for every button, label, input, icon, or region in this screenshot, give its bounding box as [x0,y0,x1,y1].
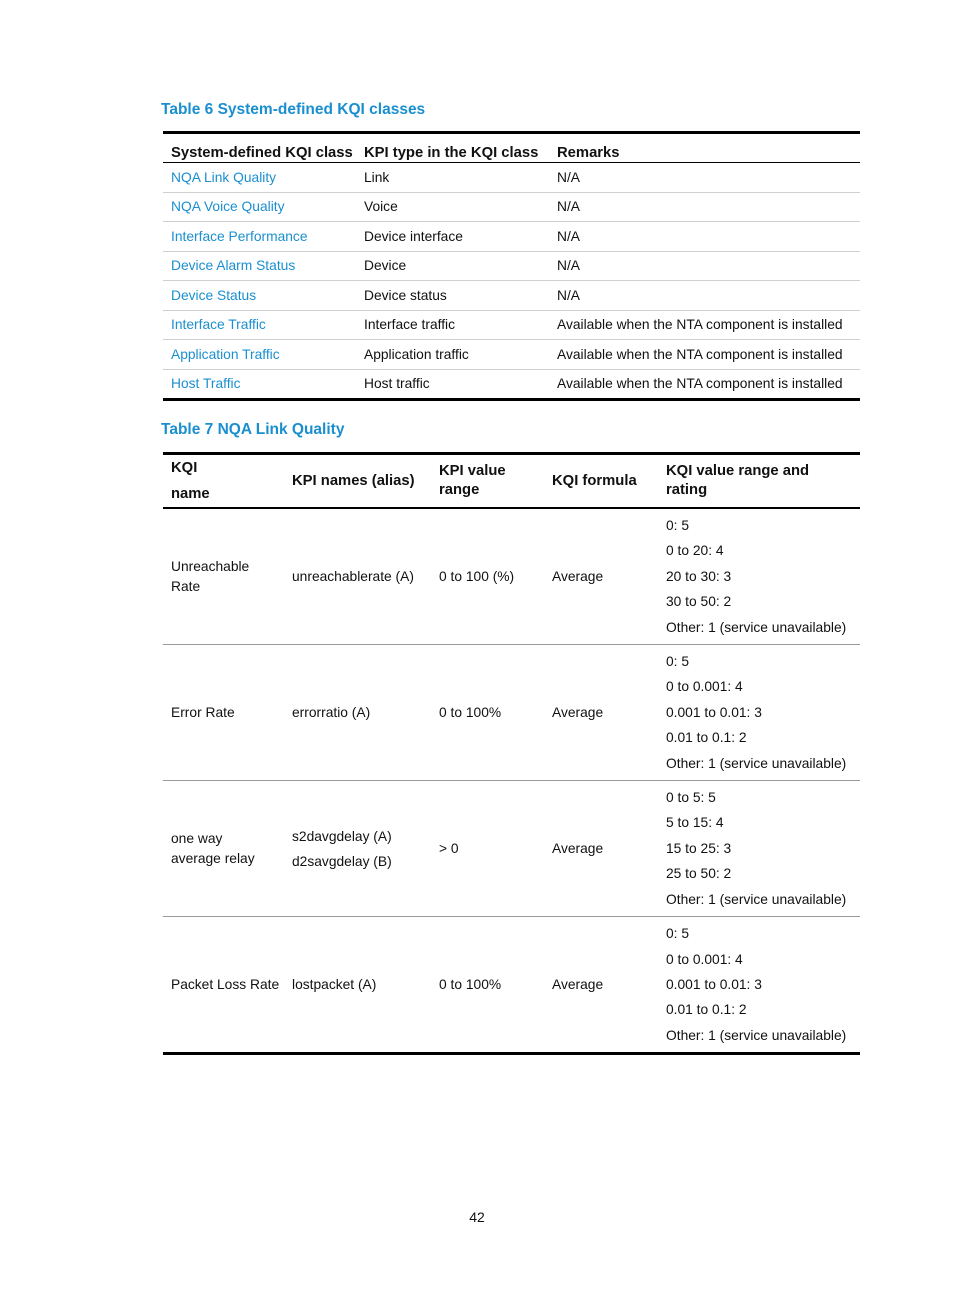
kqi-name-line: average relay [171,850,255,866]
header-line: KQI value range and [666,463,810,479]
kpi-alias: unreachablerate (A) [292,569,414,585]
nqa-link-quality-table [163,452,860,1055]
table-6-caption: Table 6 System-defined KQI classes [161,101,426,118]
table-row [163,369,860,400]
remarks-cell: Available when the NTA component is installed [549,369,860,400]
kqi-class-link[interactable]: NQA Voice Quality [163,192,356,222]
kpi-type-cell: Device status [356,281,549,311]
kqi-formula-cell: Average [544,781,658,917]
table-7-caption: Table 7 NQA Link Quality [161,421,345,438]
kqi-rating-cell [658,645,860,781]
remarks-cell: N/A [549,251,860,281]
rating-item: 0: 5 [666,926,690,942]
rating-item: 15 to 25: 3 [666,840,732,856]
kqi-name-line: Packet Loss Rate [171,976,280,992]
kpi-alias-cell [284,781,431,917]
kqi-class-link[interactable]: Device Status [163,281,356,311]
header-kqi-class: System-defined KQI class [163,133,356,163]
rating-item: 0 to 20: 4 [666,543,724,559]
kqi-name-cell [163,781,284,917]
header-line: name [171,486,210,502]
kpi-type-cell: Link [364,169,390,185]
kqi-rating-cell [658,508,860,645]
kpi-range-cell: 0 to 100% [431,645,544,781]
kqi-name-line: Error Rate [171,704,235,720]
kpi-range-cell: 0 to 100% [431,917,544,1054]
rating-list [666,917,860,1052]
rating-item: 0.001 to 0.01: 3 [666,704,762,720]
kqi-formula-cell: Average [544,645,658,781]
kqi-name-cell [163,917,284,1054]
rating-item: 25 to 50: 2 [666,866,732,882]
rating-item: Other: 1 (service unavailable) [666,1027,847,1043]
table-row [163,163,860,193]
kpi-type-cell: Device interface [356,222,549,252]
rating-item: 0: 5 [666,654,690,670]
remarks-cell: Available when the NTA component is installed [549,340,860,370]
remarks-cell: N/A [549,281,860,311]
kqi-class-link[interactable]: Application Traffic [163,340,356,370]
kpi-type-cell: Voice [356,192,549,222]
kpi-type-cell: Application traffic [356,340,549,370]
kpi-alias-cell [284,645,431,781]
rating-list [666,781,860,916]
kqi-name-line: Unreachable [171,558,250,574]
kpi-type-cell: Interface traffic [356,310,549,340]
remarks-cell: N/A [549,192,860,222]
table-row [163,192,860,222]
rating-item: 0.01 to 0.1: 2 [666,730,747,746]
kqi-classes-table [163,131,860,401]
table-header-row [163,454,860,509]
rating-item: Other: 1 (service unavailable) [666,755,847,771]
table-row [163,310,860,340]
table-row [163,781,860,917]
rating-item: 0 to 0.001: 4 [666,679,743,695]
remarks-cell: Available when the NTA component is installed [549,310,860,340]
kqi-rating-cell [658,917,860,1054]
kpi-alias: lostpacket (A) [292,977,377,993]
header-line: KQI [171,460,198,476]
rating-item: 0: 5 [666,518,690,533]
page-number: 42 [469,1209,485,1225]
header-kqi-name [163,454,284,509]
kqi-name-line: Rate [171,578,201,594]
kqi-name-line: one way [171,830,223,846]
kpi-alias: errorratio (A) [292,705,371,721]
header-line: range [439,482,480,498]
header-line: KPI value [439,463,506,479]
kqi-class-link[interactable]: Device Alarm Status [163,251,356,281]
table-row [163,281,860,311]
kqi-class-link[interactable]: Interface Performance [163,222,356,252]
rating-item: Other: 1 (service unavailable) [666,619,847,635]
rating-list [666,509,860,644]
table-row [163,340,860,370]
rating-list [666,645,860,780]
kpi-alias-cell [284,508,431,645]
table-row [163,917,860,1054]
kpi-alias: d2savgdelay (B) [292,853,392,869]
table-header-row [163,133,860,163]
header-kpi-names: KPI names (alias) [284,454,431,509]
header-kqi-formula: KQI formula [544,454,658,509]
kqi-class-link[interactable]: NQA Link Quality [171,169,277,185]
header-kpi-range [431,454,544,509]
kqi-formula-cell: Average [544,917,658,1054]
kpi-type-cell: Host traffic [356,369,549,400]
table-row [163,251,860,281]
rating-item: 5 to 15: 4 [666,815,724,831]
table-row [163,222,860,252]
rating-item: 0.001 to 0.01: 3 [666,976,762,992]
header-line: rating [666,482,708,498]
table-row [163,508,860,645]
kqi-class-link[interactable]: Interface Traffic [163,310,356,340]
kqi-name-cell [163,645,284,781]
remarks-cell: N/A [557,169,580,185]
rating-item: 20 to 30: 3 [666,568,732,584]
table-row [163,645,860,781]
kqi-rating-cell [658,781,860,917]
kpi-range-cell: > 0 [431,781,544,917]
header-remarks: Remarks [549,133,860,163]
rating-item: 0.01 to 0.1: 2 [666,1002,747,1018]
header-kqi-rating [658,454,860,509]
remarks-cell: N/A [549,222,860,252]
kqi-name-cell [163,508,284,645]
kpi-type-cell: Device [356,251,549,281]
rating-item: Other: 1 (service unavailable) [666,891,847,907]
kpi-range-cell: 0 to 100 (%) [439,569,515,585]
rating-item: 30 to 50: 2 [666,594,732,610]
header-kpi-type: KPI type in the KQI class [356,133,549,163]
kpi-alias: s2davgdelay (A) [292,828,392,844]
kpi-alias-cell [284,917,431,1054]
rating-item: 0 to 0.001: 4 [666,951,743,967]
rating-item: 0 to 5: 5 [666,790,716,806]
kqi-formula-cell: Average [552,569,604,585]
kqi-class-link[interactable]: Host Traffic [163,369,356,400]
